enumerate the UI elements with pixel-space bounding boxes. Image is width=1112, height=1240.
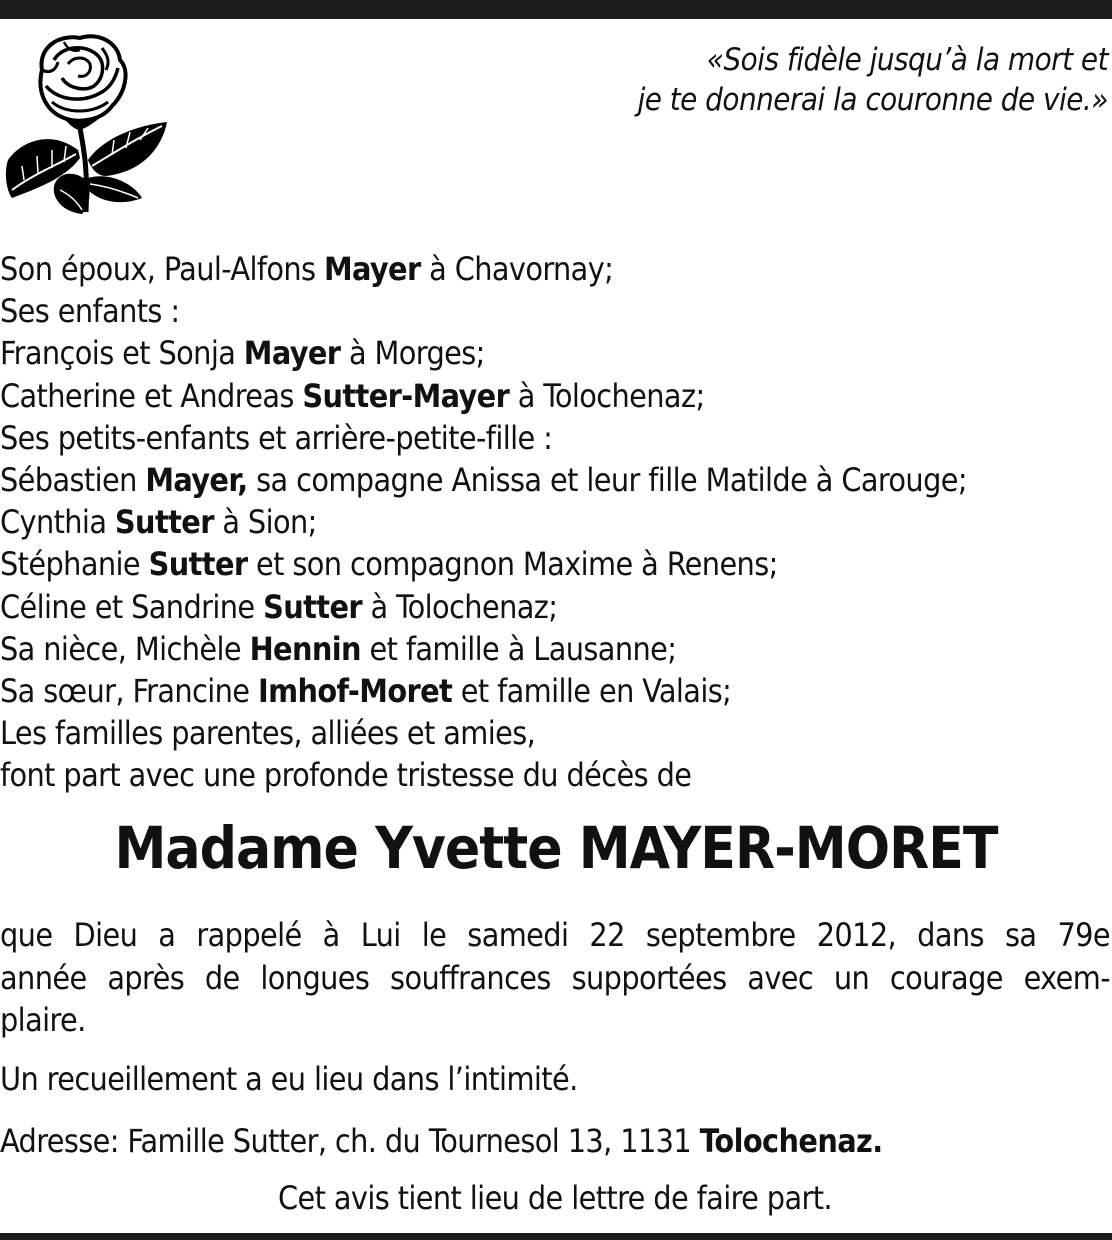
family-line-niece bbox=[0, 628, 1112, 670]
family-line-text: et famille à Lausanne; bbox=[360, 629, 677, 668]
family-line-text: Sa sœur, Francine bbox=[0, 671, 258, 710]
address-city: Tolochenaz. bbox=[699, 1122, 883, 1160]
family-line-grandchild bbox=[0, 586, 1112, 628]
family-line-grandchild bbox=[0, 543, 1112, 585]
family-line-text: et son compagnon Maxime à Renens; bbox=[247, 545, 778, 584]
family-line-text: Céline et Sandrine bbox=[0, 587, 264, 626]
death-notice-line-3: plaire. bbox=[0, 1001, 86, 1039]
family-surname: Mayer bbox=[323, 250, 421, 288]
family-line-text: à Tolochenaz; bbox=[361, 587, 558, 626]
family-surname: Sutter bbox=[263, 587, 362, 626]
family-line-text: Sa nièce, Michèle bbox=[0, 629, 250, 668]
death-notice-line-1: que Dieu a rappelé à Lui le samedi 22 septembre 2012, dans sa 79e bbox=[0, 916, 1110, 954]
family-line-grandchildren-heading bbox=[0, 417, 1112, 459]
family-line-text: à Sion; bbox=[213, 503, 317, 542]
family-line-text: à Chavornay; bbox=[420, 250, 614, 288]
family-line-child bbox=[0, 332, 1112, 374]
family-line-grandchild bbox=[0, 501, 1112, 543]
family-line-text: Sébastien bbox=[0, 460, 146, 499]
bottom-border-rule bbox=[0, 1233, 1112, 1240]
family-line-text: Stéphanie bbox=[0, 545, 149, 584]
family-line-text: Ses enfants : bbox=[0, 292, 180, 331]
family-line-text: font part avec une profonde tristesse du décès de bbox=[0, 756, 692, 795]
deceased-name: Madame Yvette MAYER-MORET bbox=[114, 814, 998, 882]
family-line-children-heading bbox=[0, 290, 1112, 332]
family-surname: Sutter-Mayer bbox=[302, 376, 510, 415]
family-surname: Sutter bbox=[148, 545, 248, 584]
bible-quote bbox=[488, 40, 1108, 120]
death-notice-line-2: année après de longues souffrances supportées avec un courage exem- bbox=[0, 958, 1110, 997]
family-line-text: et famille en Valais; bbox=[452, 671, 732, 710]
family-line-text: Ses petits-enfants et arrière-petite-fille : bbox=[0, 418, 553, 457]
quote-line-1: «Sois fidèle jusqu’à la mort et bbox=[706, 42, 1108, 78]
family-surname: Mayer bbox=[243, 334, 341, 373]
family-surname: Mayer, bbox=[145, 460, 248, 499]
family-list bbox=[0, 248, 1112, 796]
family-surname: Hennin bbox=[249, 629, 361, 668]
family-line-spouse bbox=[0, 248, 1112, 290]
family-line-text: à Morges; bbox=[340, 334, 485, 373]
address-text: Adresse: Famille Sutter, ch. du Tournesol 13, 1131 bbox=[0, 1122, 700, 1160]
closing-note: Cet avis tient lieu de lettre de faire part. bbox=[278, 1179, 832, 1217]
top-border-rule bbox=[0, 0, 1112, 19]
family-line-announcement bbox=[0, 754, 1112, 796]
ceremony-note: Un recueillement a eu lieu dans l’intimité. bbox=[0, 1060, 578, 1098]
family-surname: Sutter bbox=[114, 503, 214, 542]
death-notice-paragraph bbox=[0, 914, 1110, 1042]
family-line-grandchild bbox=[0, 459, 1112, 501]
family-line-relatives bbox=[0, 712, 1112, 754]
family-surname: Imhof-Moret bbox=[257, 671, 453, 710]
family-line-text: François et Sonja bbox=[0, 334, 244, 373]
rose-icon bbox=[2, 30, 170, 214]
address-line bbox=[0, 1120, 1110, 1163]
quote-line-2: je te donnerai la couronne de vie.» bbox=[637, 82, 1108, 118]
family-line-sister bbox=[0, 670, 1112, 712]
family-line-text: à Tolochenaz; bbox=[509, 376, 705, 415]
family-line-text: Les familles parentes, alliées et amies, bbox=[0, 714, 536, 753]
family-line-text: Cynthia bbox=[0, 503, 115, 542]
family-line-text: sa compagne Anissa et leur fille Matilde à Carouge; bbox=[247, 460, 967, 499]
family-line-child bbox=[0, 375, 1112, 417]
family-line-text: Catherine et Andreas bbox=[0, 376, 303, 415]
family-line-text: Son époux, Paul-Alfons bbox=[0, 250, 324, 288]
